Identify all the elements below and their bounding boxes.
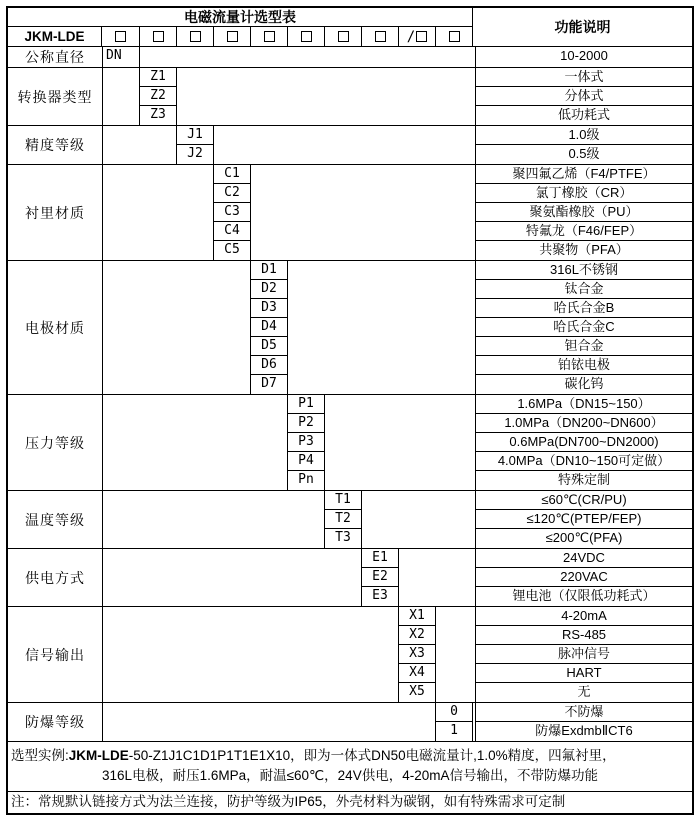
empty-cell [399, 549, 476, 606]
example-model: JKM-LDE [68, 748, 129, 763]
function-value-cell: 220VAC [476, 568, 692, 587]
section-0 [8, 46, 692, 67]
function-value-cell: ≤120℃(PTEP/FEP) [476, 510, 692, 529]
function-value-cell: 聚氨酯橡胶（PU） [476, 203, 692, 222]
function-value-cell: 1.6MPa（DN15~150） [476, 395, 692, 414]
code-cell: D2 [251, 280, 287, 299]
model-code-row [8, 27, 472, 46]
function-value-cell: 聚四氟乙烯（F4/PTFE） [476, 165, 692, 184]
function-value-cell: 低功耗式 [557, 107, 610, 122]
checkbox-icon [227, 31, 238, 42]
function-value-cell: 24VDC [476, 549, 692, 568]
section-label: 信号输出 [8, 607, 103, 702]
function-values-column [476, 395, 692, 490]
function-value-cell: 特氟龙（F46/FEP） [476, 222, 692, 241]
code-cell: C4 [214, 222, 250, 241]
code-cell: D4 [251, 318, 287, 337]
section-1 [8, 67, 692, 125]
empty-cell [140, 47, 476, 67]
function-values-column [476, 68, 692, 125]
function-values-column [476, 703, 692, 741]
function-values-column [476, 165, 692, 260]
example-line2: 316L电极，耐压1.6MPa，耐温≤60℃，24V供电，4-20mA信号输出，不带防爆功能 [102, 768, 598, 783]
function-values-column [476, 491, 692, 548]
function-value-cell: 0.6MPa(DN700~DN2000) [476, 433, 692, 452]
checkbox-icon [264, 31, 275, 42]
function-value-cell: 防爆ExdmbⅡCT6 [535, 723, 633, 738]
function-value-cell: 铂铱电极 [476, 356, 692, 375]
slash-separator: / [406, 28, 416, 45]
function-value-cell: 脉冲信号 [476, 645, 692, 664]
empty-cell [325, 395, 476, 490]
section-label: 防爆等级 [8, 703, 103, 741]
section-9 [8, 702, 692, 741]
code-cell: Z2 [140, 87, 176, 106]
example-rest: -50-Z1J1C1D1P1T1E1X10，即为一体式DN50电磁流量计,1.0%精度，四氟衬里， [128, 748, 616, 763]
code-cell: P1 [288, 395, 324, 414]
function-value-cell: 哈氏合金C [476, 318, 692, 337]
function-value-cell: 特殊定制 [557, 472, 610, 487]
function-value-cell: HART [476, 664, 692, 683]
empty-cell [103, 607, 399, 702]
model-code-box-cell [139, 27, 176, 46]
empty-cell [103, 165, 214, 260]
empty-cell [103, 261, 251, 394]
section-2 [8, 125, 692, 164]
code-cell: T2 [325, 510, 361, 529]
function-value-cell: 哈氏合金B [476, 299, 692, 318]
selection-sections [8, 46, 692, 741]
section-label: 电极材质 [8, 261, 103, 394]
function-value-cell: 氯丁橡胶（CR） [476, 184, 692, 203]
function-value-cell: ≤60℃(CR/PU) [476, 491, 692, 510]
function-values-column [476, 47, 692, 67]
function-values-column [476, 607, 692, 702]
checkbox-icon [153, 31, 164, 42]
section-label: 温度等级 [8, 491, 103, 548]
code-cell: X5 [409, 684, 425, 699]
model-code-box-cell [398, 27, 435, 46]
code-column [399, 607, 436, 702]
function-value-cell: 锂电池（仅限低功耗式） [512, 588, 656, 603]
code-cell: C2 [214, 184, 250, 203]
code-cell: P2 [288, 414, 324, 433]
code-cell: DN [106, 48, 122, 63]
empty-cell [288, 261, 476, 394]
function-value-cell: 4-20mA [476, 607, 692, 626]
section-label: 供电方式 [8, 549, 103, 606]
header-left-block [8, 8, 473, 46]
function-value-cell: 钛合金 [476, 280, 692, 299]
table-title: 电磁流量计选型表 [8, 8, 472, 27]
code-cell: D5 [251, 337, 287, 356]
code-cell: D7 [261, 376, 277, 391]
model-code-box-cell [287, 27, 324, 46]
section-label: 转换器类型 [8, 68, 103, 125]
section-label: 压力等级 [8, 395, 103, 490]
code-column [177, 126, 214, 164]
model-name: JKM-LDE [8, 27, 102, 46]
model-code-box-cell [102, 27, 139, 46]
empty-cell [103, 491, 325, 548]
code-cell: 1 [450, 723, 458, 738]
checkbox-icon [301, 31, 312, 42]
code-cell: C1 [214, 165, 250, 184]
section-4 [8, 260, 692, 394]
flowmeter-selection-table [6, 6, 694, 815]
model-code-box-cell [435, 27, 472, 46]
model-code-box-cell [361, 27, 398, 46]
code-cell: Pn [298, 472, 314, 487]
code-cell: X4 [399, 664, 435, 683]
code-cell: X1 [399, 607, 435, 626]
code-cell: X2 [399, 626, 435, 645]
code-cell: J1 [177, 126, 213, 145]
function-value-cell: 4.0MPa（DN10~150可定做） [476, 452, 692, 471]
empty-cell [103, 703, 436, 741]
code-column [251, 261, 288, 394]
function-value-cell: 共聚物（PFA） [539, 242, 629, 257]
code-column [214, 165, 251, 260]
function-values-column [476, 126, 692, 164]
code-cell: X3 [399, 645, 435, 664]
function-value-cell: 316L不锈钢 [476, 261, 692, 280]
code-cell: C3 [214, 203, 250, 222]
code-column [288, 395, 325, 490]
function-value-cell: 1.0MPa（DN200~DN600） [476, 414, 692, 433]
model-code-box-cell [250, 27, 287, 46]
code-cell: D1 [251, 261, 287, 280]
model-code-box-cell [213, 27, 250, 46]
example-prefix: 选型实例: [11, 748, 69, 763]
checkbox-icon [375, 31, 386, 42]
checkbox-icon [449, 31, 460, 42]
function-value-cell: ≤200℃(PFA) [545, 530, 623, 545]
code-cell: T1 [325, 491, 361, 510]
section-7 [8, 548, 692, 606]
example-row [8, 741, 692, 791]
checkbox-icon [416, 31, 427, 42]
code-cell: T3 [335, 530, 351, 545]
empty-cell [214, 126, 476, 164]
code-cell: J2 [187, 146, 203, 161]
checkbox-icon [190, 31, 201, 42]
function-values-column [476, 261, 692, 394]
function-value-cell: 无 [577, 684, 591, 699]
code-cell: E3 [372, 588, 388, 603]
code-column [362, 549, 399, 606]
section-3 [8, 164, 692, 260]
code-cell: D6 [251, 356, 287, 375]
code-cell: P3 [288, 433, 324, 452]
empty-cell [251, 165, 476, 260]
code-cell: D3 [251, 299, 287, 318]
code-cell: E2 [362, 568, 398, 587]
note-row: 注：常规默认链接方式为法兰连接，防护等级为IP65，外壳材料为碳钢，如有特殊需求可定制 [8, 791, 692, 813]
empty-cell [103, 68, 140, 125]
empty-cell [103, 549, 362, 606]
function-column-header: 功能说明 [554, 19, 611, 35]
section-8 [8, 606, 692, 702]
code-column [103, 47, 140, 67]
section-6 [8, 490, 692, 548]
example-line1 [11, 744, 689, 764]
empty-cell [103, 395, 288, 490]
function-value-cell: 碳化钨 [564, 376, 604, 391]
model-code-box-cell [324, 27, 361, 46]
function-value-cell: 不防爆 [476, 703, 692, 722]
code-cell: Z1 [140, 68, 176, 87]
function-value-cell: 分体式 [476, 87, 692, 106]
model-code-box-cell [176, 27, 213, 46]
function-value-cell: RS-485 [476, 626, 692, 645]
function-value-cell: 0.5级 [568, 146, 600, 161]
table-header-row [8, 8, 692, 46]
section-label: 公称直径 [8, 47, 103, 67]
code-cell: 0 [436, 703, 472, 722]
function-value-cell: 1.0级 [476, 126, 692, 145]
empty-cell [103, 126, 177, 164]
section-5 [8, 394, 692, 490]
code-cell: C5 [224, 242, 240, 257]
model-code-boxes [102, 27, 472, 46]
empty-cell [436, 607, 476, 702]
code-column [325, 491, 362, 548]
function-value-cell: 钽合金 [476, 337, 692, 356]
function-value-cell: 10-2000 [560, 48, 608, 63]
checkbox-icon [338, 31, 349, 42]
checkbox-icon [115, 31, 126, 42]
code-column [436, 703, 473, 741]
code-cell: Z3 [150, 107, 166, 122]
function-values-column [476, 549, 692, 606]
code-column [140, 68, 177, 125]
empty-cell [362, 491, 476, 548]
empty-cell [177, 68, 476, 125]
code-cell: E1 [362, 549, 398, 568]
section-label: 精度等级 [8, 126, 103, 164]
code-cell: P4 [288, 452, 324, 471]
function-value-cell: 一体式 [476, 68, 692, 87]
section-label: 衬里材质 [8, 165, 103, 260]
